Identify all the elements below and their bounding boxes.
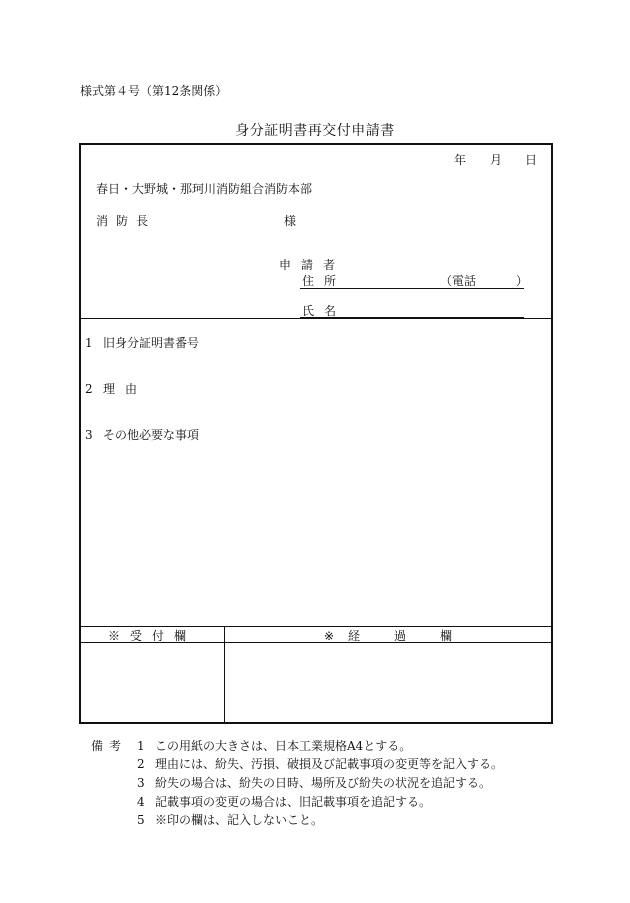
note-number: 2 [137,757,145,771]
note-item [137,755,503,772]
note-item [137,737,411,754]
phone-label: （電話 [440,274,477,288]
note-number: 3 [137,776,145,790]
receipt-column-header: ※受付欄 [107,629,196,643]
note-number: 1 [137,739,145,753]
progress-column-header [224,627,552,644]
item-label: 理由 [103,382,148,396]
honorific-label: 様 [284,214,297,228]
note-item [137,793,431,810]
addressee-title: 消防長 [96,214,157,228]
note-text: 紛失の場合は、紛失の日時、場所及び紛失の状況を追記する。 [155,776,492,790]
note-number: 5 [137,813,145,827]
progress-char: 過 [394,629,407,643]
item-old-id-number [85,334,199,351]
date-year-label: 年 [454,153,467,167]
note-number: 4 [137,795,145,809]
phone-close-paren: ） [516,274,529,288]
document-title: 身分証明書再交付申請書 [235,123,395,139]
name-label: 氏名 [302,304,347,318]
note-text: 理由には、紛失、汚損、破損及び記載事項の変更等を記入する。 [155,757,504,771]
item-label: 旧身分証明書番号 [103,336,200,350]
progress-char: 欄 [440,629,453,643]
notes-heading: 備考 [91,739,128,753]
date-day-label: 日 [525,153,538,167]
progress-mark: ※ [323,629,334,643]
item-other-matters [85,426,199,443]
item-label: その他必要な事項 [103,428,200,442]
item-number: 3 [85,428,93,442]
header-divider [80,318,552,319]
applicant-label: 申請者 [279,258,346,272]
address-field-line[interactable] [300,288,524,289]
progress-char: 経 [348,629,361,643]
item-number: 2 [85,382,93,396]
item-reason [85,380,147,397]
note-text: ※印の欄は、記入しないこと。 [155,813,324,827]
note-text: この用紙の大きさは、日本工業規格A4とする。 [155,739,412,753]
address-label: 住所 [302,274,347,288]
item-number: 1 [85,336,93,350]
note-item [137,774,491,791]
note-item [137,811,323,828]
addressee-organization: 春日・大野城・那珂川消防組合消防本部 [96,182,313,196]
note-text: 記載事項の変更の場合は、旧記載事項を追記する。 [155,795,432,809]
date-month-label: 月 [490,153,503,167]
form-number-label: 様式第４号（第12条関係） [80,84,228,98]
